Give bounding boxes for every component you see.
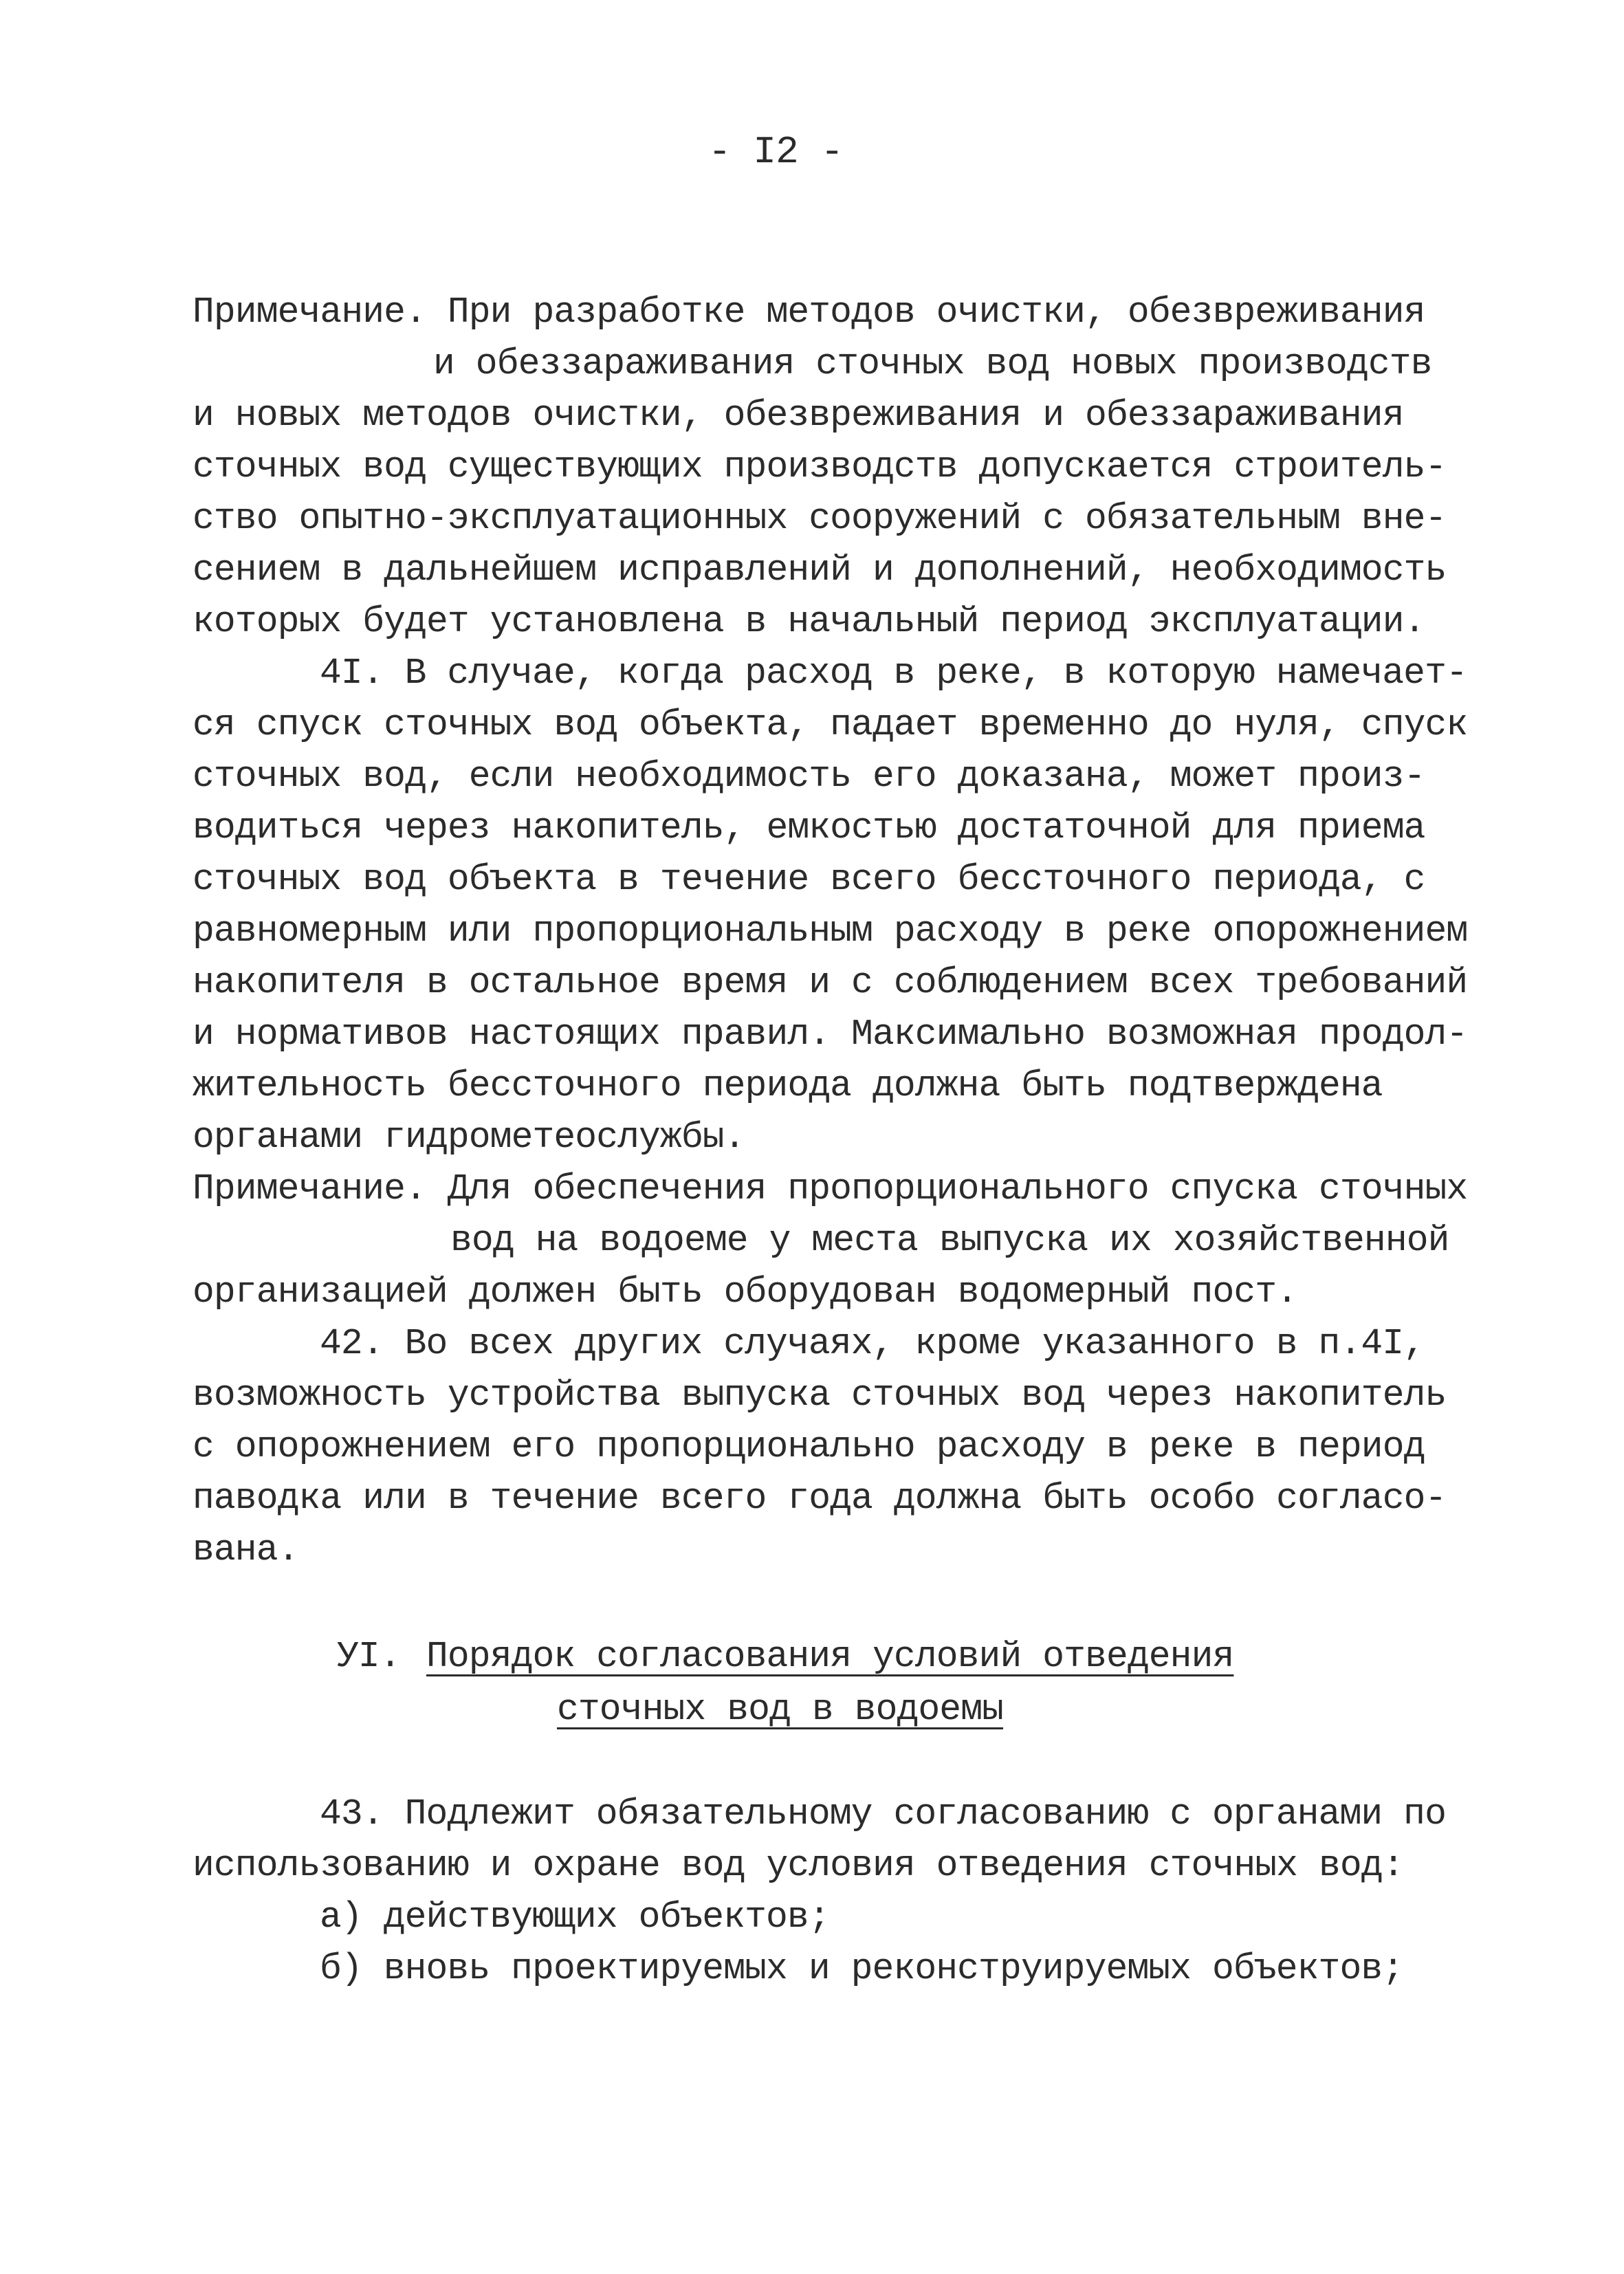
text-line: и обеззараживания сточных вод новых производств: [433, 343, 1432, 384]
text-line: которых будет установлена в начальный период эксплуатации.: [193, 601, 1425, 642]
text-line: жительность бессточного периода должна быть подтверждена: [193, 1065, 1383, 1106]
list-item: а) действующих объектов;: [320, 1896, 830, 1938]
text-line: сточных вод существующих производств допускается строитель-: [193, 446, 1447, 488]
list-item: б) вновь проектируемых и реконструируемых объектов;: [320, 1948, 1404, 1989]
text-line: Примечание. При разработке методов очистки, обезвреживания: [193, 292, 1425, 333]
text-line: органами гидрометеослужбы.: [193, 1117, 745, 1158]
section-title-line-2: сточных вод в водоемы: [557, 1689, 1004, 1730]
section-title-line-1: Порядок согласования условий отведения: [426, 1636, 1234, 1677]
text-line: использованию и охране вод условия отведения сточных вод:: [193, 1845, 1404, 1886]
text-line: с опорожнением его пропорционально расходу в реке в период: [193, 1426, 1425, 1467]
text-line: вод на водоеме у места выпуска их хозяйственной: [450, 1220, 1449, 1261]
text-line: паводка или в течение всего года должна быть особо согласо-: [193, 1478, 1447, 1519]
text-line: ся спуск сточных вод объекта, падает временно до нуля, спуск: [193, 704, 1468, 745]
text-line: равномерным или пропорциональным расходу в реке опорожнением: [193, 910, 1468, 952]
section-number: УI.: [337, 1636, 401, 1677]
text-line: 4I. В случае, когда расход в реке, в которую намечает-: [320, 653, 1467, 694]
text-line: и новых методов очистки, обезвреживания и обеззараживания: [193, 395, 1404, 436]
page-number: - I2 -: [708, 130, 844, 174]
text-line: сением в дальнейшем исправлений и дополнений, необходимость: [193, 549, 1447, 591]
text-line: вана.: [193, 1529, 299, 1571]
text-line: 42. Во всех других случаях, кроме указанного в п.4I,: [320, 1323, 1425, 1364]
text-line: сточных вод, если необходимость его доказана, может произ-: [193, 756, 1425, 797]
text-line: ство опытно-эксплуатационных сооружений с обязательным вне-: [193, 498, 1447, 539]
text-line: накопителя в остальное время и с соблюдением всех требований: [193, 962, 1468, 1003]
text-line: сточных вод объекта в течение всего бессточного периода, с: [193, 859, 1425, 900]
text-line: и нормативов настоящих правил. Максимально возможная продол-: [193, 1014, 1468, 1055]
text-line: 43. Подлежит обязательному согласованию с органами по: [320, 1793, 1446, 1835]
text-line: водиться через накопитель, емкостью достаточной для приема: [193, 807, 1425, 849]
text-line: организацией должен быть оборудован водомерный пост.: [193, 1271, 1298, 1313]
text-line: Примечание. Для обеспечения пропорционального спуска сточных: [193, 1168, 1468, 1210]
text-line: возможность устройства выпуска сточных вод через накопитель: [193, 1375, 1447, 1416]
